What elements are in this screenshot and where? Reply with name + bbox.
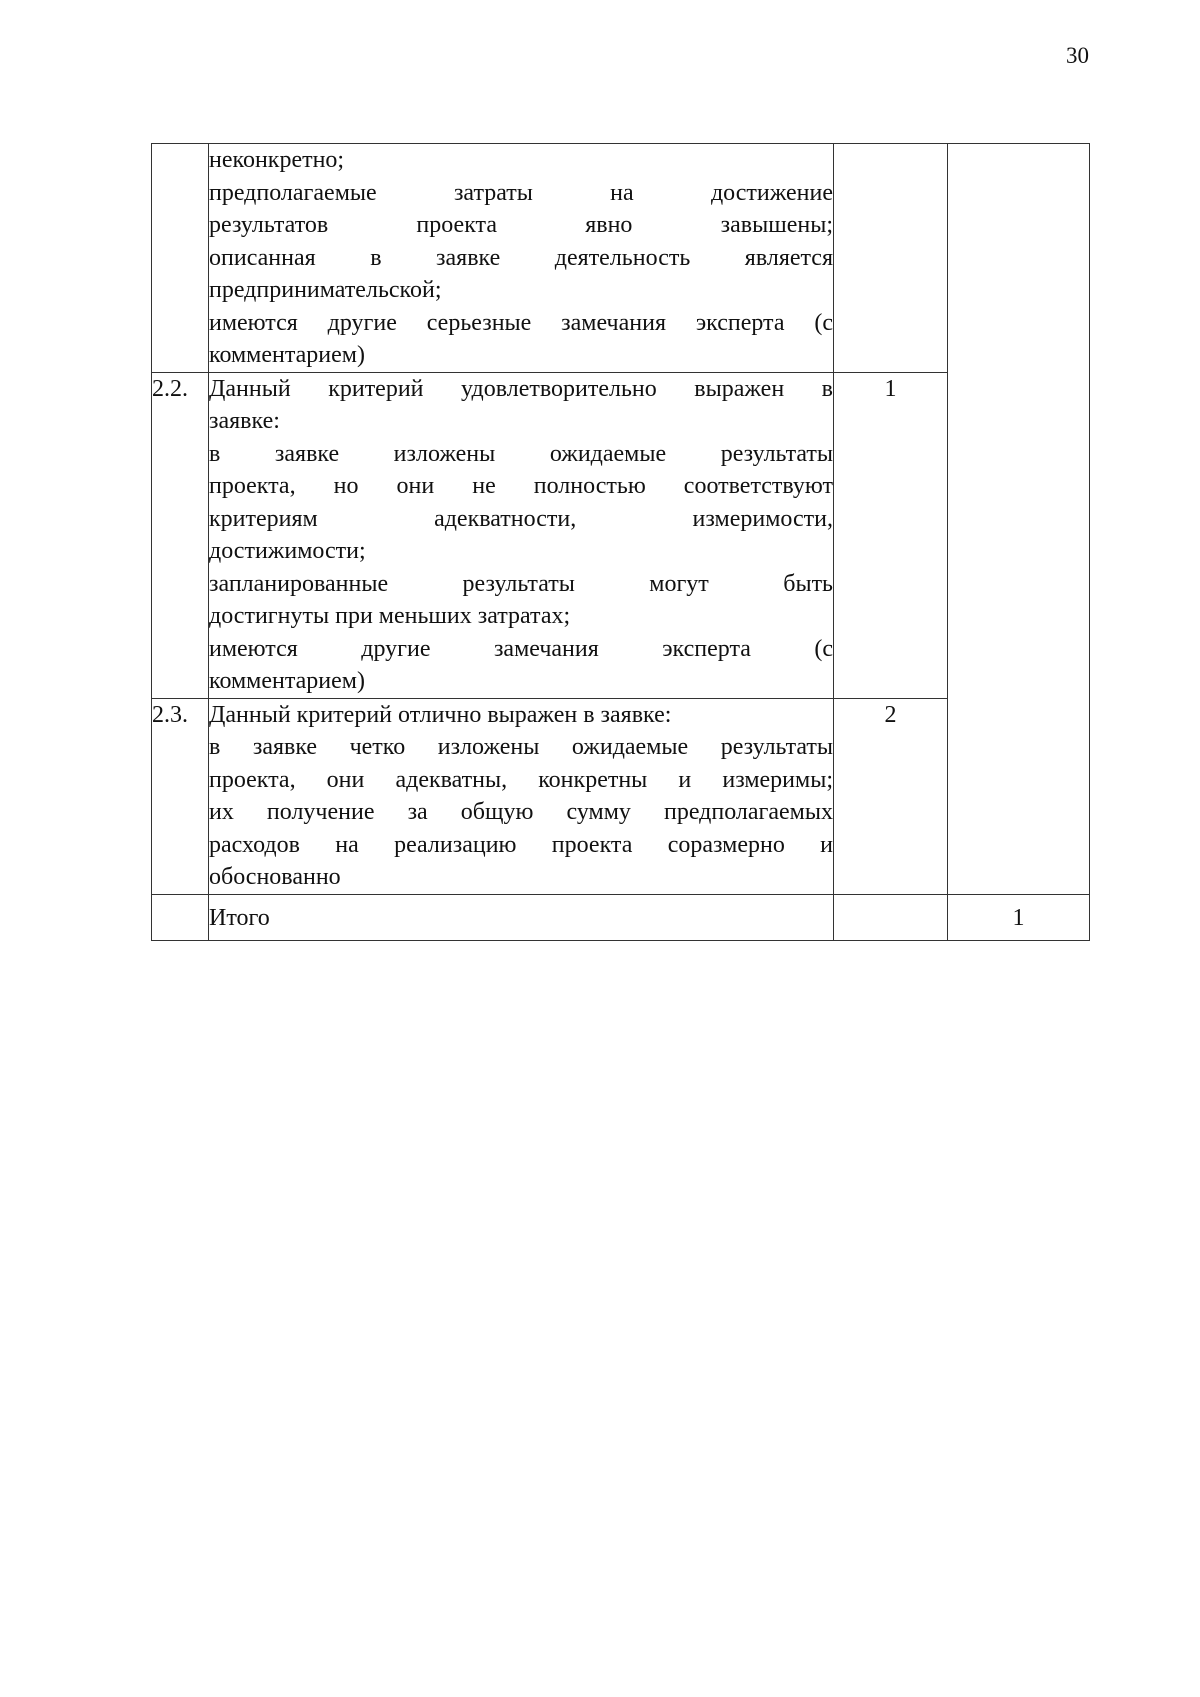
row-number: 2.3. <box>152 698 209 894</box>
criterion-line: заявке: <box>209 408 280 434</box>
score-cell <box>834 144 948 373</box>
criterion-line: неконкретно; <box>209 147 345 173</box>
criterion-line: достигнуты при меньших затратах; <box>209 603 571 629</box>
table-row <box>152 144 1090 373</box>
criterion-line: расходов на реализацию проекта соразмерно и <box>209 831 833 858</box>
criterion-line: имеются другие серьезные замечания эксперта (с <box>209 309 833 336</box>
total-score-cell <box>948 144 1090 895</box>
criterion-line: результатов проекта явно завышены; <box>209 212 833 238</box>
criterion-line: предпринимательской; <box>209 277 442 303</box>
total-label: Итого <box>209 894 834 941</box>
criterion-line: проекта, они адекватны, конкретны и измеримы; <box>209 766 833 793</box>
criterion-line: Данный критерий удовлетворительно выражен в <box>209 375 833 402</box>
row-number <box>152 144 209 373</box>
criterion-line: в заявке четко изложены ожидаемые результаты <box>209 734 833 760</box>
criteria-table <box>151 143 1090 941</box>
criterion-description <box>209 372 834 698</box>
criterion-line: комментарием) <box>209 668 365 694</box>
criterion-line: предполагаемые затраты на достижение <box>209 179 833 206</box>
row-number: 2.2. <box>152 372 209 698</box>
criterion-line: в заявке изложены ожидаемые результаты <box>209 440 833 467</box>
criterion-line: запланированные результаты могут быть <box>209 570 833 597</box>
table-row-total <box>152 894 1090 941</box>
criterion-line: критериям адекватности, измеримости, <box>209 505 833 532</box>
criterion-line: проекта, но они не полностью соответствуют <box>209 473 833 499</box>
criterion-line: описанная в заявке деятельность является <box>209 244 833 271</box>
criterion-line: достижимости; <box>209 538 366 564</box>
criterion-line: обоснованно <box>209 864 341 890</box>
criterion-line: комментарием) <box>209 342 365 368</box>
page-number: 30 <box>1066 43 1089 68</box>
total-value: 1 <box>948 894 1090 941</box>
score-cell <box>834 894 948 941</box>
score-cell: 1 <box>834 372 948 698</box>
row-number <box>152 894 209 941</box>
criterion-description <box>209 698 834 894</box>
score-cell: 2 <box>834 698 948 894</box>
criterion-line: имеются другие замечания эксперта (с <box>209 635 833 662</box>
criterion-line: их получение за общую сумму предполагаемых <box>209 799 833 825</box>
criterion-description <box>209 144 834 373</box>
criterion-line: Данный критерий отлично выражен в заявке: <box>209 701 672 728</box>
